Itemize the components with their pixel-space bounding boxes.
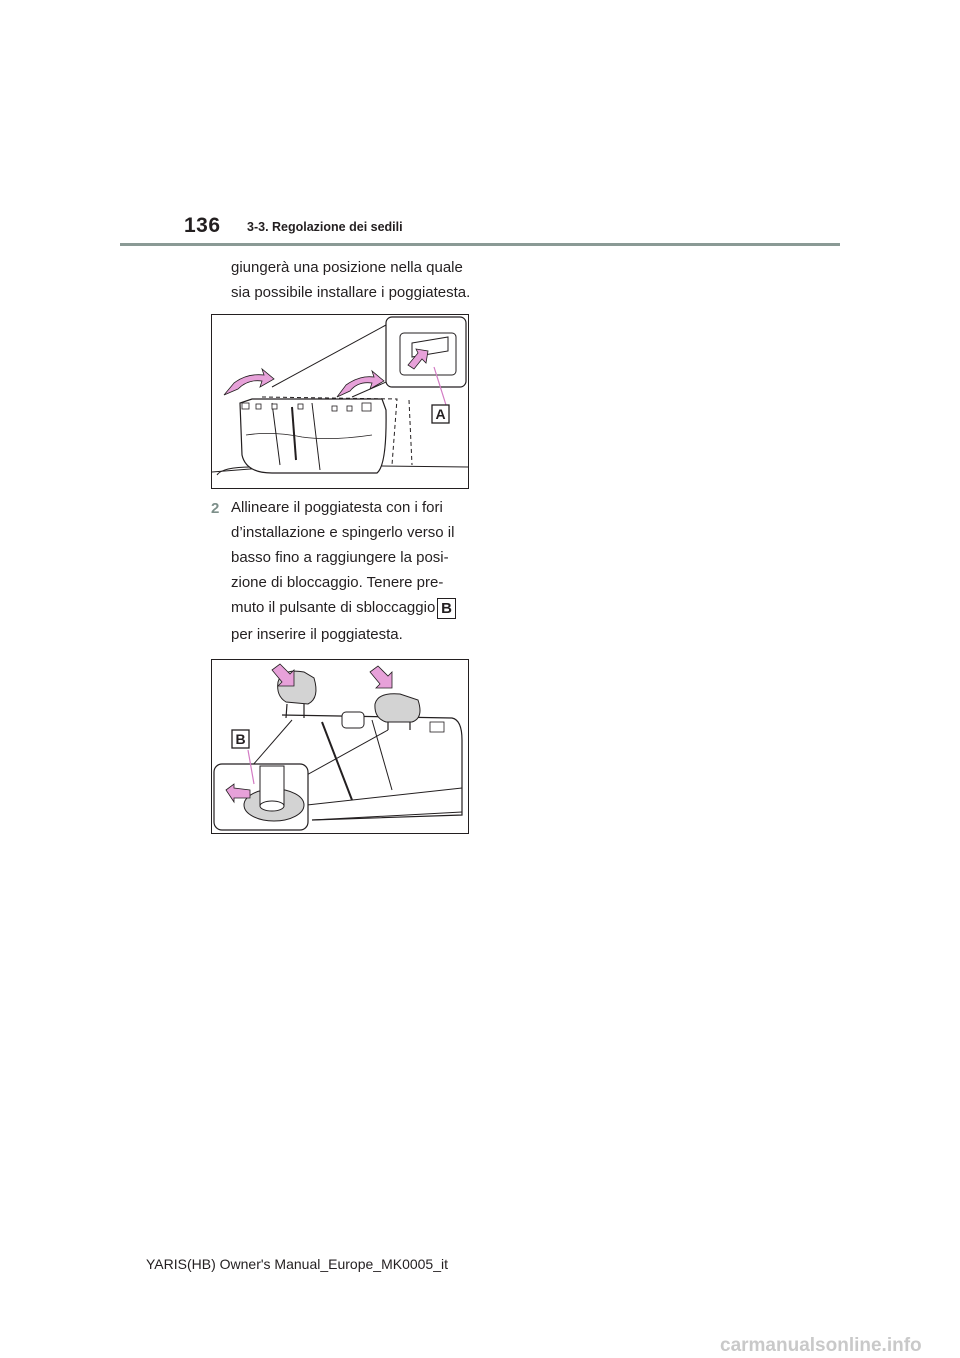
intro-line-1: giungerà una posizione nella quale [231, 259, 463, 276]
watermark: carmanualsonline.info [720, 1335, 922, 1356]
inline-callout-b: B [437, 598, 456, 619]
intro-line-2: sia possibile installare i poggiatesta. [231, 284, 471, 301]
callout-a: A [435, 406, 446, 422]
step-number: 2 [211, 500, 220, 517]
step-line-6: per inserire il poggiatesta. [231, 626, 403, 643]
figure-seatback-fold [211, 314, 469, 489]
figure-headrest-insert [211, 659, 469, 834]
step-line-2: d’installazione e spingerlo verso il [231, 524, 455, 541]
header-rule [120, 243, 840, 246]
footer-text: YARIS(HB) Owner's Manual_Europe_MK0005_it [146, 1256, 448, 1272]
step-line-5: muto il pulsante di sbloccaggio [231, 599, 436, 616]
step-line-4: zione di bloccaggio. Tenere pre- [231, 574, 444, 591]
callout-b: B [235, 731, 246, 747]
step-line-3: basso fino a raggiungere la posi- [231, 549, 449, 566]
step-line-1: Allineare il poggiatesta con i fori [231, 499, 443, 516]
page-number: 136 [184, 214, 221, 237]
section-title: 3-3. Regolazione dei sedili [247, 220, 403, 234]
